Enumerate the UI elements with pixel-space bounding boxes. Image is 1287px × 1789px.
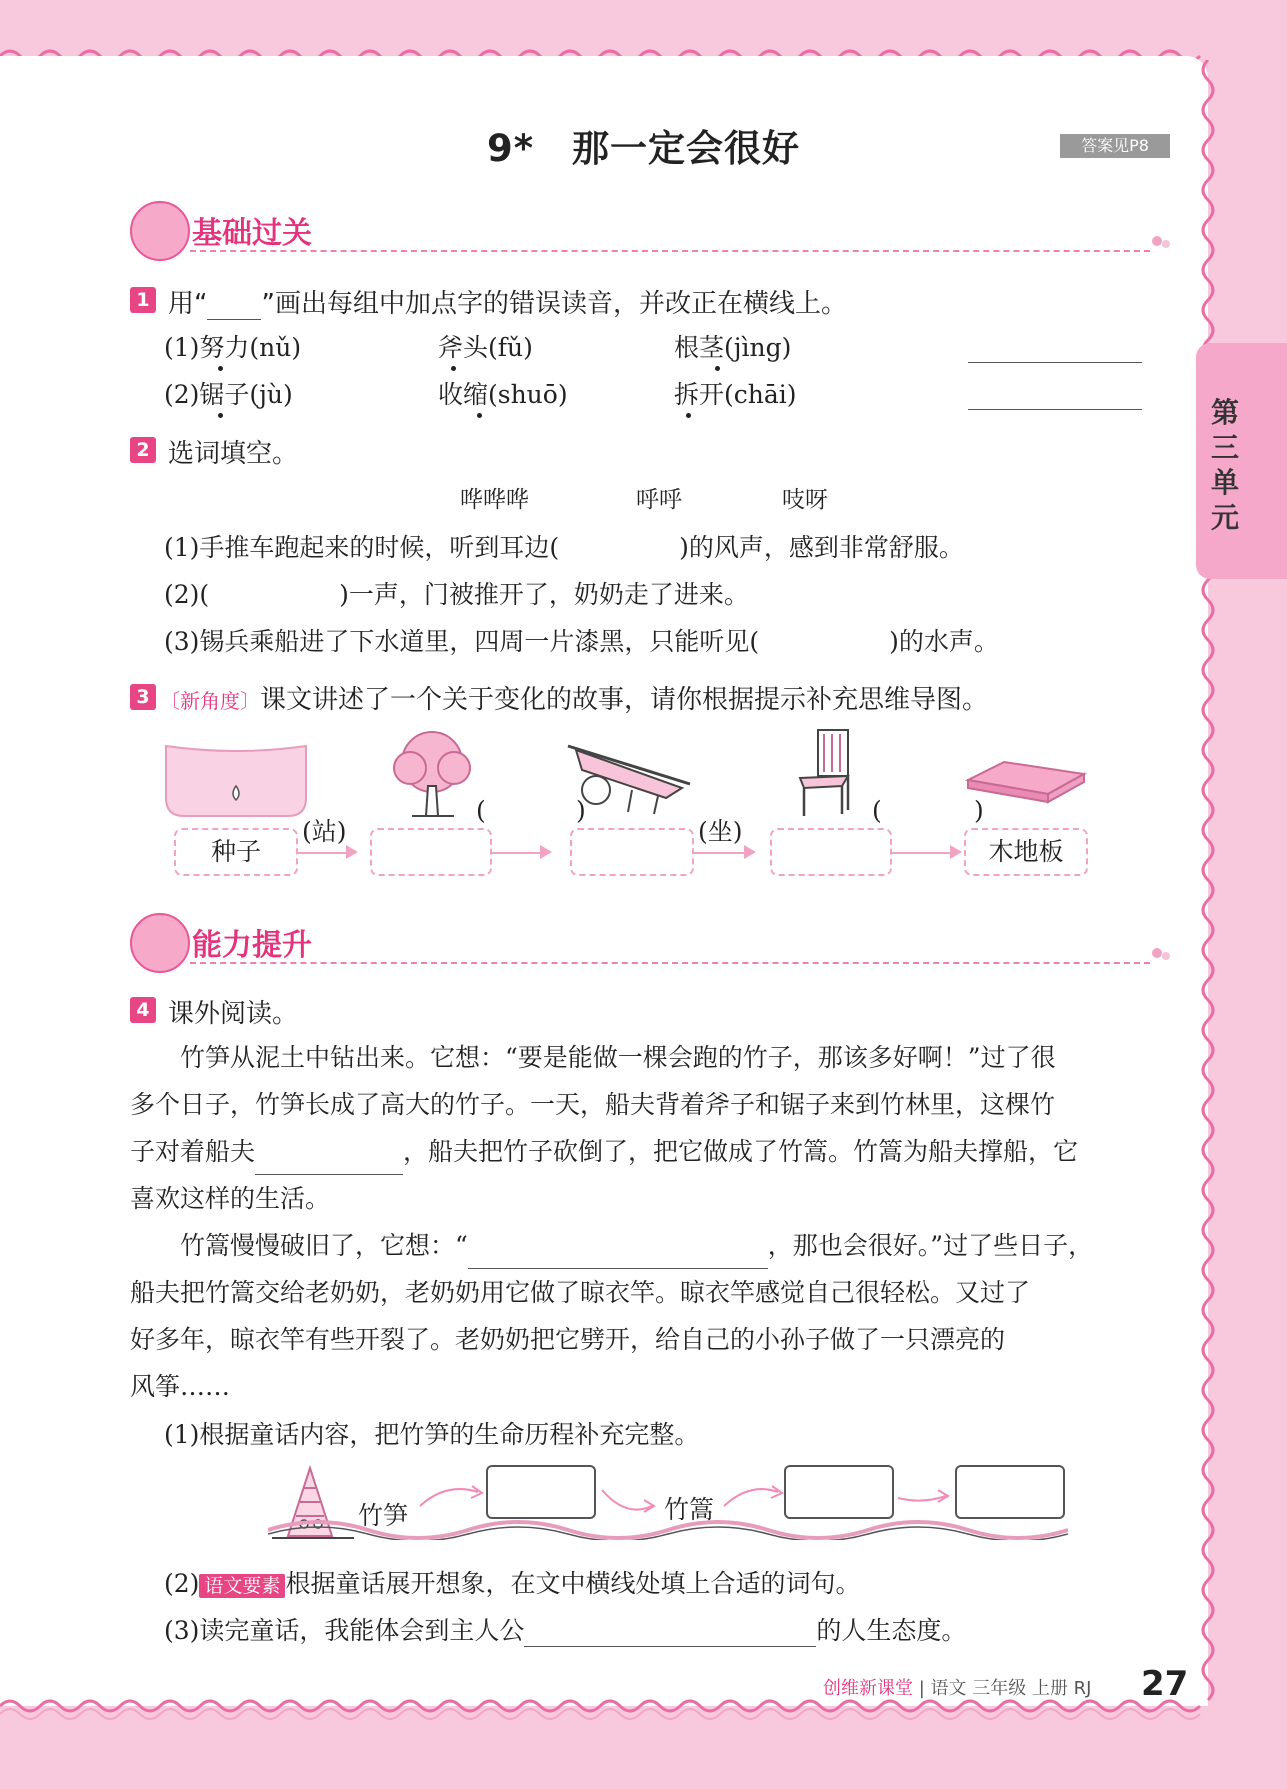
question-number: 1 (130, 287, 156, 313)
flow-answer-box[interactable] (370, 828, 492, 876)
passage-text: ，那也会很好。”过了些日子， (767, 1231, 1094, 1260)
flow-arrowhead-icon (540, 845, 552, 859)
passage-text: 子对着船夫 (130, 1137, 256, 1166)
flow-answer-box[interactable] (770, 828, 892, 876)
question-number: 4 (130, 997, 156, 1023)
curved-arrow-icon (720, 1478, 786, 1512)
flow-arrow (892, 852, 952, 854)
emphasis-dot (451, 366, 456, 371)
flow-arrow (492, 852, 544, 854)
q1-instruction (168, 283, 847, 320)
q3-instruction-text: 课文讲述了一个关于变化的故事，请你根据提示补充思维导图。 (260, 685, 989, 715)
flow-arrowhead-icon (950, 845, 962, 859)
question-number: 2 (130, 437, 156, 463)
seed-in-soil-illustration (162, 742, 310, 820)
section-title-advanced: 能力提升 (192, 928, 312, 963)
monkey-avatar-icon (130, 913, 190, 973)
section-title-basic: 基础过关 (192, 216, 312, 251)
flow-label: ( (476, 796, 486, 825)
q1-item: 根茎(jìng) (674, 333, 792, 362)
emphasis-dot (218, 366, 223, 371)
curved-arrow-icon (894, 1480, 954, 1514)
emphasis-dot (477, 413, 482, 418)
footer-brand: 创维新课堂 (823, 1678, 913, 1699)
passage-text: ，船夫把竹子砍倒了，把它做成了竹篙。竹篙为船夫撑船，它 (403, 1137, 1079, 1166)
fill-in-blank[interactable] (524, 1616, 816, 1647)
decor-dots-icon (1162, 240, 1170, 248)
footer-info: 语文 三年级 上册 RJ (930, 1678, 1092, 1699)
q1-item: (1)努力(nǔ) (164, 333, 302, 362)
passage-text: 竹篙慢慢破旧了，它想：“ (180, 1231, 468, 1260)
q4-sub2 (164, 1564, 860, 1600)
q4-sub1: (1)根据童话内容，把竹笋的生命历程补充完整。 (164, 1420, 700, 1449)
right-wave-border (1196, 60, 1222, 1710)
decor-dots-icon (1152, 948, 1162, 958)
q3-instruction (160, 679, 988, 716)
emphasis-dot (686, 413, 691, 418)
flow-label: ( (872, 796, 882, 825)
q4-sub3 (164, 1611, 966, 1647)
q4-sub3-text: 的人生态度。 (816, 1616, 967, 1645)
chair-illustration (796, 726, 854, 820)
answer-reference-badge: 答案见P8 (1060, 134, 1170, 158)
tree-illustration (382, 728, 482, 820)
q1-item: 斧头(fǔ) (438, 333, 533, 362)
fill-in-blank[interactable] (468, 1238, 768, 1269)
passage-line: 好多年，晾衣竿有些开裂了。老奶奶把它劈开，给自己的小孙子做了一只漂亮的 (130, 1325, 1006, 1354)
emphasis-dot (218, 413, 223, 418)
fill-in-blank[interactable] (255, 1144, 403, 1175)
q2-item-text: (3)锡兵乘船进了下水道里，四周一片漆黑，只能听见( (164, 627, 760, 656)
q4-instruction: 课外阅读。 (168, 999, 299, 1029)
q1-instruction-post: ”画出每组中加点字的错误读音，并改正在横线上。 (261, 289, 847, 319)
passage-line: 多个日子，竹笋长成了高大的竹子。一天，船夫背着斧子和锯子来到竹林里，这棵竹 (130, 1090, 1056, 1119)
passage-line (130, 1222, 1170, 1269)
section-divider (190, 250, 1150, 252)
bottom-wave-border (0, 1696, 1287, 1726)
q1-instruction-pre: 用“ (168, 289, 208, 319)
life-stage-box[interactable] (955, 1465, 1065, 1519)
q1-item: 拆开(chāi) (674, 380, 797, 409)
flow-answer-box[interactable] (570, 828, 694, 876)
underline-sample (207, 295, 261, 320)
q1-item: (2)锯子(jù) (164, 380, 293, 409)
life-stage-box[interactable] (784, 1465, 894, 1519)
life-stage-label: 竹篙 (664, 1495, 715, 1524)
q4-sub2-number: (2) (164, 1569, 200, 1598)
passage-line: 船夫把竹篙交给老奶奶，老奶奶用它做了晾衣竿。晾衣竿感觉自己很轻松。又过了 (130, 1278, 1031, 1307)
section-divider (190, 962, 1150, 964)
passage-line: 竹笋从泥土中钻出来。它想：“要是能做一棵会跑的竹子，那该多好啊！”过了很 (180, 1043, 1056, 1072)
q2-item (164, 622, 999, 658)
q1-answer-line[interactable] (968, 362, 1142, 363)
passage-line: 喜欢这样的生活。 (130, 1184, 331, 1213)
q1-answer-line[interactable] (968, 409, 1142, 410)
flow-label: ) (576, 796, 586, 825)
q2-instruction: 选词填空。 (168, 439, 299, 469)
unit-tab-label: 第三单元 (1210, 396, 1239, 534)
decor-dots-icon (1162, 952, 1170, 960)
word-choice: 吱呀 (782, 487, 828, 513)
q2-item-text: )的水声。 (889, 627, 999, 656)
flow-box-start: 种子 (174, 828, 298, 876)
life-stage-box[interactable] (486, 1465, 596, 1519)
footer (823, 1674, 1092, 1700)
passage-line: 风筝…… (130, 1372, 231, 1401)
q2-item-text: (1)手推车跑起来的时候，听到耳边( (164, 533, 560, 562)
language-element-tag: 语文要素 (199, 1574, 285, 1598)
word-choice: 哗哗哗 (460, 487, 529, 513)
flow-arrowhead-icon (744, 845, 756, 859)
decor-dots-icon (1152, 236, 1162, 246)
emphasis-dot (715, 366, 720, 371)
flow-label: (坐) (698, 817, 743, 846)
page-title: 9* 那一定会很好 (486, 127, 801, 170)
flow-label: ) (974, 796, 984, 825)
word-choice: 呼呼 (636, 487, 682, 513)
footer-separator: | (913, 1678, 931, 1699)
life-stage-label: 竹笋 (358, 1501, 409, 1530)
curved-arrow-icon (416, 1478, 486, 1512)
question-number: 3 (130, 684, 156, 710)
q2-item-text: (2)( (164, 580, 210, 609)
q4-sub2-text: 根据童话展开想象，在文中横线处填上合适的词句。 (285, 1569, 861, 1598)
passage-line (130, 1128, 1170, 1175)
q2-item-text: )一声，门被推开了，奶奶走了进来。 (339, 580, 749, 609)
new-angle-tag: 〔新角度〕 (160, 689, 260, 713)
page-number: 27 (1141, 1664, 1189, 1704)
curved-arrow-icon (598, 1484, 658, 1518)
q4-sub3-text: (3)读完童话，我能体会到主人公 (164, 1616, 525, 1645)
q1-item: 收缩(shuō) (438, 380, 568, 409)
flow-arrow (298, 852, 350, 854)
flow-box-end: 木地板 (964, 828, 1088, 876)
flow-label: (站) (302, 817, 347, 846)
q2-item (164, 575, 749, 611)
girl-avatar-icon (130, 201, 190, 261)
q2-item-text: )的风声，感到非常舒服。 (679, 533, 964, 562)
flow-arrow (694, 852, 748, 854)
reading-passage (130, 1034, 1170, 1410)
q2-item (164, 528, 964, 564)
flow-arrowhead-icon (346, 845, 358, 859)
